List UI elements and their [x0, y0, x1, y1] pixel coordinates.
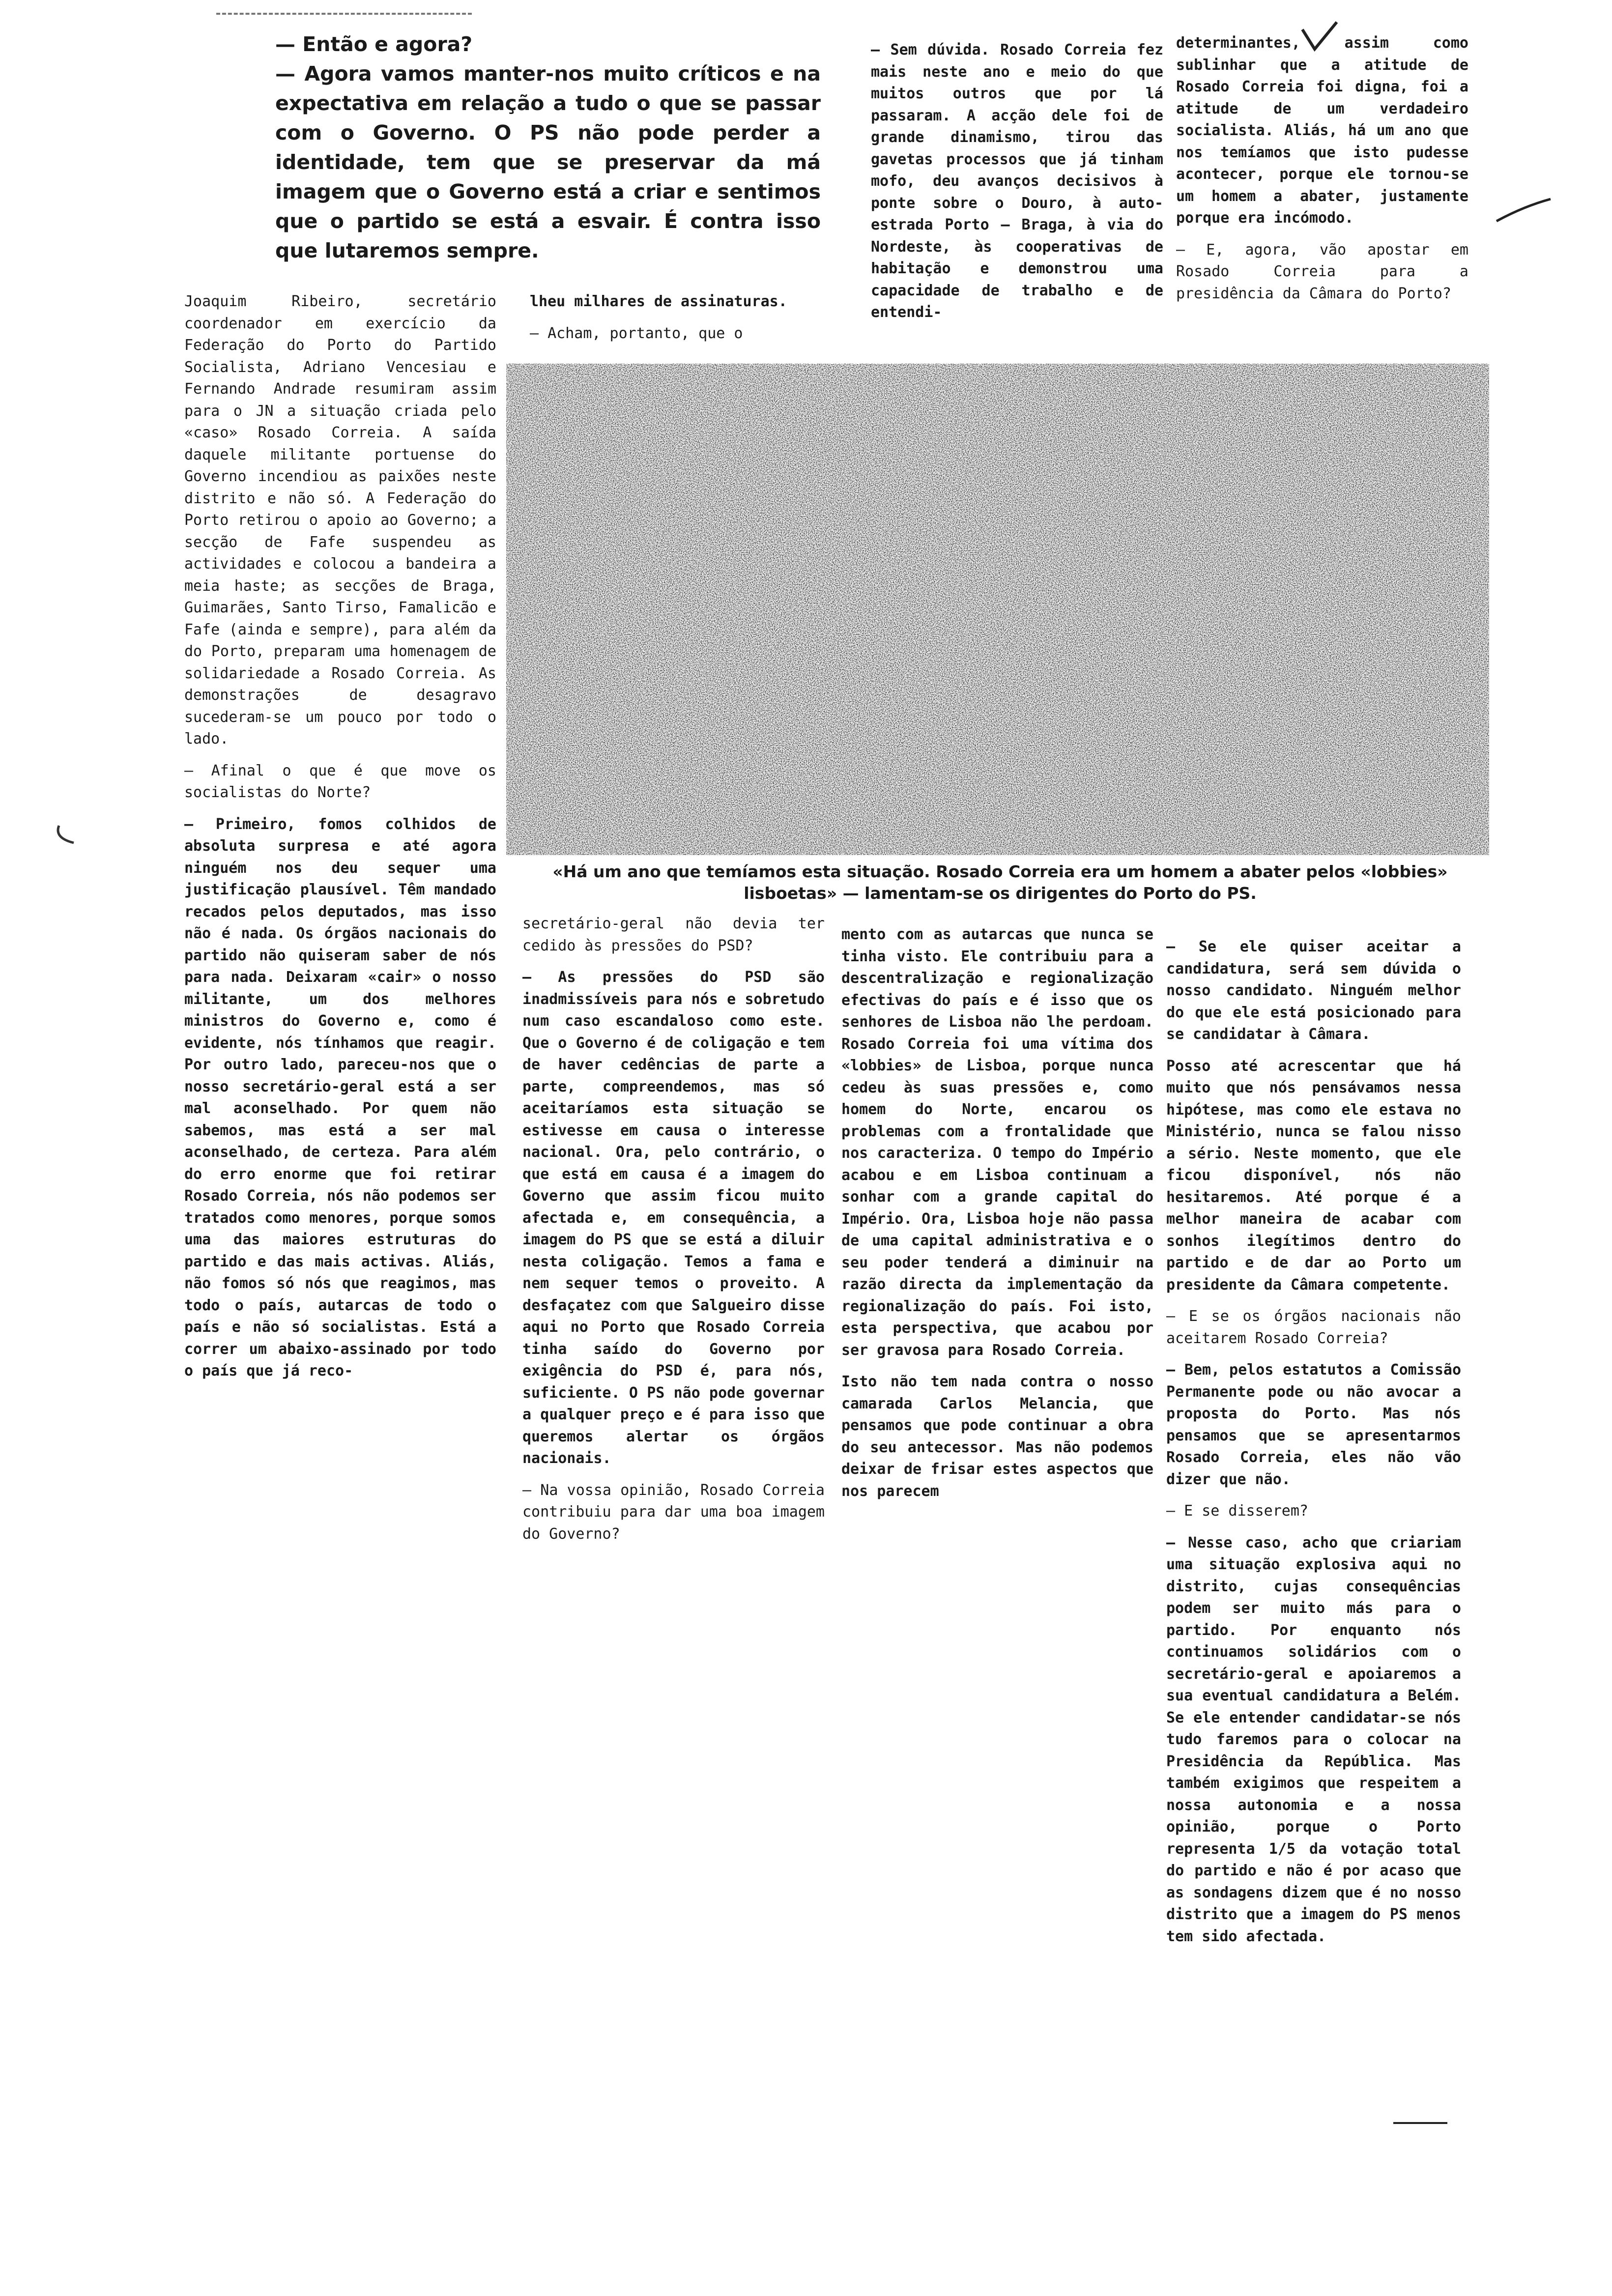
question-3: — Na vossa opinião, Rosado Correia contribuiu para dar uma boa imagem do Governo? — [522, 1481, 825, 1543]
column-4-top — [1176, 32, 1468, 367]
question-1: — Afinal o que é que move os socialistas do Norte? — [184, 762, 496, 801]
answer-3: — Sem dúvida. Rosado Correia fez mais neste ano e meio do que muitos outros que por lá passaram. A acção dele foi de grande dinamismo, tirou das gavetas processos que já tinham mofo, deu avanços decisivos à ponte sobre o Douro, à auto-estrada Porto – Braga, à via do Nordeste, às cooperativas de habitação e demonstrou uma capacidade de trabalho e de entendi- — [871, 41, 1163, 321]
answer-4-continued: Posso até acrescentar que há muito que nós pensávamos nessa hipótese, mas como ele estava no Ministério, nunca se falou nisso a sério. Neste momento, que ele ficou disponível, nós não hesitaremos. Até porque é a melhor maneira de acabar com sonhos ilegítimos dentro do partido e de dar ao Porto um presidente da Câmara competente. — [1166, 1057, 1461, 1293]
answer-1: — Primeiro, fomos colhidos de absoluta surpresa e até agora ninguém nos deu sequer uma justificação plausível. Têm mandado recados pelos deputados, mas isso não é nada. Os órgãos nacionais do partido não quiseram saber de nós para nada. Deixaram «cair» o nosso militante, um dos melhores ministros do Governo e, como é evidente, nós tínhamos que reagir. Por outro lado, pareceu-nos que o nosso secretário-geral está a ser mal aconselhado. Por quem não sabemos, mas está a ser mal aconselhado, de certeza. Para além do erro enorme que foi retirar Rosado Correia, nós não podemos ser tratados como menores, porque somos uma das maiores estruturas do partido e das mais activas. Aliás, não fomos só nós que reagimos, mas todo o país, autarcas de todo o país e não só socialistas. Está a correr um abaixo-assinado por todo o país que já reco- — [184, 815, 496, 1379]
answer-2: — As pressões do PSD são inadmissíveis para nós e sobretudo num caso escandaloso como este. Que o Governo é de coligação e tem de haver cedências de parte a parte, compreendemos, mas só aceitaríamos esta situação se estivesse em causa o interesse nacional. Ora, pelo contrário, o que está em causa é a imagem do Governo que assim ficou muito afectada e, em consequência, a imagem do PS que se está a diluir nesta coligação. Temos a fama e nem sequer temos o proveito. A desfaçatez com que Salgueiro disse aqui no Porto que Rosado Correia tinha saído do Governo por exigência do PSD é, para nós, suficiente. O PS não pode governar a qualquer preço e é para isso que queremos alertar os órgãos nacionais. — [522, 969, 825, 1467]
answer-3-continued: Isto não tem nada contra o nosso camarada Carlos Melancia, que pensamos que pode continuar a obra do seu antecessor. Mas não podemos deixar de frisar estes aspectos que nos parecem — [841, 1373, 1153, 1500]
halftone-photo-icon — [506, 364, 1489, 855]
column-1 — [184, 291, 496, 1682]
question-2-start: — Acham, portanto, que o — [530, 324, 743, 342]
column-2-bottom — [522, 913, 825, 1680]
question-2-end: secretário-geral não devia ter cedido às pressões do PSD? — [522, 915, 825, 954]
column-2-top — [530, 291, 817, 365]
column-3-bottom — [841, 924, 1153, 1691]
question-5: — E se os órgãos nacionais não aceitarem Rosado Correia? — [1166, 1308, 1461, 1347]
photo-caption: «Há um ano que temíamos esta situação. Rosado Correia era um homem a abater pelos «lobbies» lisboetas» — lamentam-se os dirigentes do Porto do PS. — [552, 862, 1448, 903]
pen-stroke-icon — [1494, 197, 1553, 226]
question-4: — E, agora, vão apostar em Rosado Correia para a presidência da Câmara do Porto? — [1176, 241, 1468, 302]
answer-4: — Se ele quiser aceitar a candidatura, será sem dúvida o nosso candidato. Ninguém melhor do que ele está posicionado para se candidatar à Câmara. — [1166, 938, 1461, 1043]
question-6: — E se disserem? — [1166, 1502, 1308, 1520]
pen-mark-icon — [1297, 20, 1342, 54]
answer-6: — Nesse caso, acho que criariam uma situação explosiva aqui no distrito, cujas consequências podem ser muito más para o partido. Por enquanto nós continuamos solidários com o secretário-geral e apoiaremos a sua eventual candidatura a Belém. Se ele entender candidatar-se nós tudo faremos para o colocar na Presidência da República. Mas também exigimos que respeitem a nossa autonomia e a nossa opinião, porque o Porto representa 1/5 da votação total do partido e não é por acaso que as sondagens dizem que é no nosso distrito que a imagem do PS menos tem sido afectada. — [1166, 1534, 1461, 1945]
column-3-top — [871, 39, 1163, 364]
lead-answer: — Agora vamos manter-nos muito críticos e na expectativa em relação a tudo o que se passar com o Governo. O PS não pode perder a identidade, tem que se preservar da má imagem que o Governo está a criar e sentimos que o partido se está a esvair. É contra isso que lutaremos sempre. — [275, 62, 821, 262]
intro-paragraph: Joaquim Ribeiro, secretário coordenador em exercício da Federação do Porto do Partido Socialista, Adriano Vencesiau e Fernando Andrade resumiram assim para o JN a situação criada pelo «caso» Rosado Correia. A saída daquele militante portuense do Governo incendiou as paixões neste distrito e não só. A Federação do Porto retirou o apoio ao Governo; a secção de Fafe suspendeu as actividades e colocou a bandeira a meia haste; as secções de Braga, Guimarães, Santo Tirso, Famalicão e Fafe (ainda e sempre), para além da do Porto, preparam uma homenagem de solidariedade a Rosado Correia. As demonstrações de desagravo sucederam-se um pouco por todo o lado. — [184, 293, 496, 747]
top-edge-trace — [216, 13, 472, 19]
lead-paragraph — [275, 29, 821, 265]
column-4-bottom — [1166, 936, 1461, 2145]
margin-tick-icon — [52, 821, 81, 850]
answer-3-final: determinantes, assim como sublinhar que a atitude de Rosado Correia foi digna, foi a atitude de um verdadeiro socialista. Aliás, há um ano que nos temíamos que isto pudesse acontecer, porque ele tornou-se um homem a abater, justamente porque era incómodo. — [1176, 34, 1468, 227]
answer-5: — Bem, pelos estatutos a Comissão Permanente pode ou não avocar a proposta do Porto. Mas nós pensamos que se apresentarmos Rosado Correia, eles não vão dizer que não. — [1166, 1361, 1461, 1488]
answer-1-end: lheu milhares de assinaturas. — [530, 293, 787, 310]
lead-question: — Então e agora? — [275, 32, 473, 56]
end-dash-icon — [1391, 2118, 1450, 2128]
answer-3-end: mento com as autarcas que nunca se tinha visto. Ele contribuiu para a descentralização e regionalização efectivas do país e é isso que os senhores de Lisboa não lhe perdoam. Rosado Correia foi uma vítima dos «lobbies» de Lisboa, porque nunca cedeu às suas pressões e, como homem do Norte, encarou os problemas com a frontalidade que nos caracteriza. O tempo do Império acabou e em Lisboa continuam a sonhar com a grande capital do Império. Ora, Lisboa hoje não passa de uma capital administrativa e o seu poder tenderá a diminuir na razão directa da implementação da regionalização do país. Foi isto, esta perspectiva, que acabou por ser gravosa para Rosado Correia. — [841, 926, 1153, 1359]
